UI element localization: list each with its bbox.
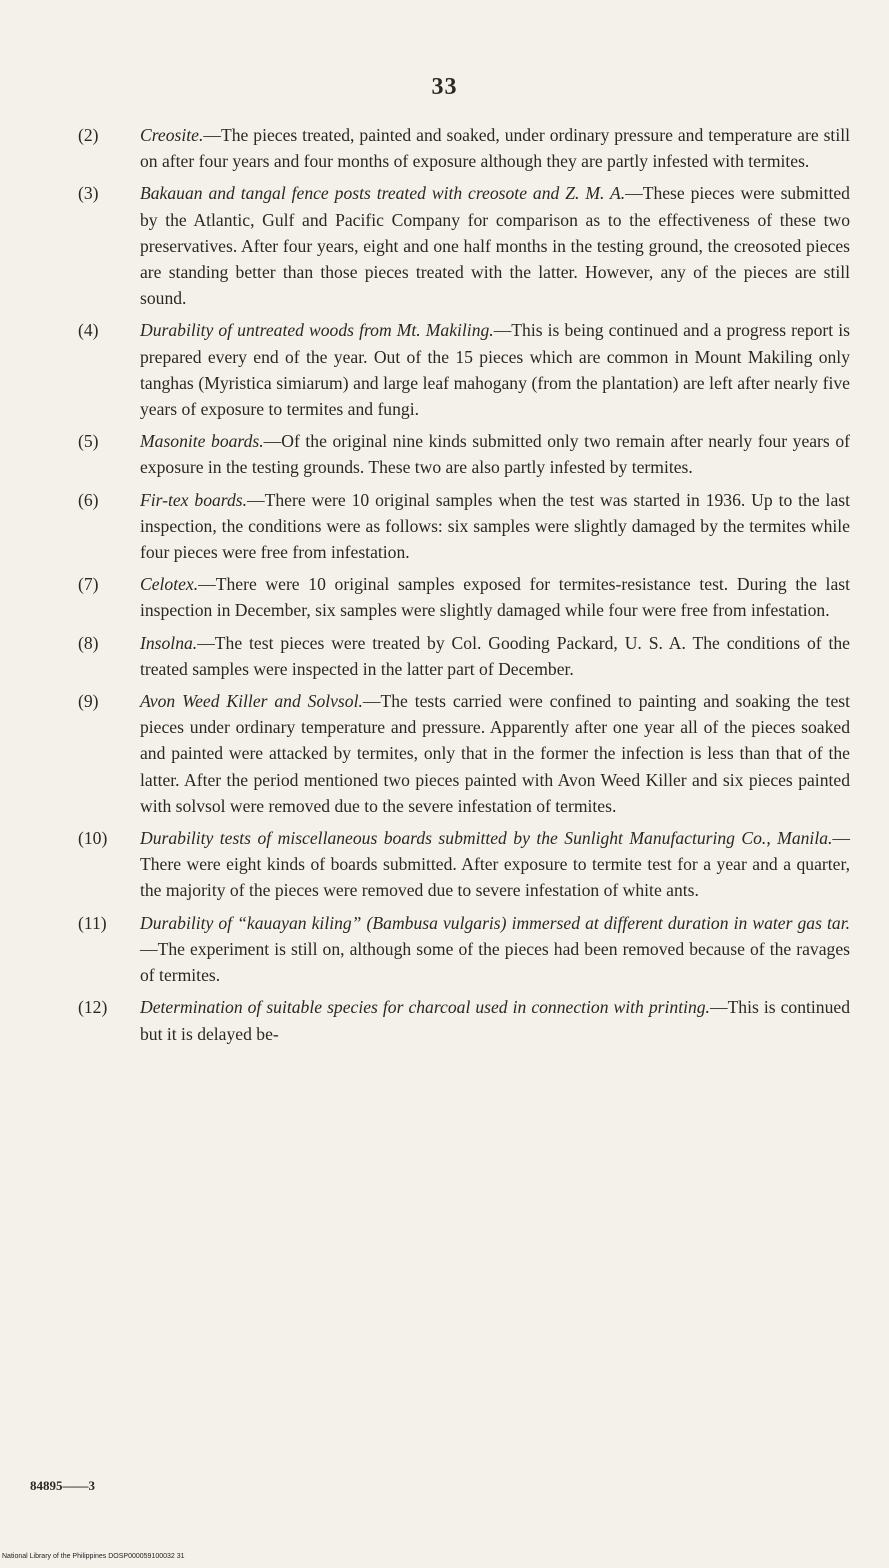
entry-text: —The test pieces were treated by Col. Gooding Packard, U. S. A. The conditions of the treated samples were inspected in the latter part of December. (140, 632, 850, 679)
entry-3 (78, 180, 850, 311)
entry-11 (78, 910, 850, 989)
entry-number: (2) (78, 125, 99, 145)
entry-text: —The experiment is still on, although some of the pieces had been removed because of the ravages of termites. (140, 938, 850, 986)
entry-number: (12) (78, 997, 108, 1018)
entry-5 (78, 428, 850, 480)
entry-title: Masonite boards. (140, 431, 264, 452)
entry-12 (78, 994, 850, 1046)
entry-text: —There were eight kinds of boards submitted. After exposure to termite test for a year and a quarter, the majority of the pieces were removed due to severe infestation of white ants. (140, 828, 850, 901)
entry-title: Durability of “kauayan kiling” (Bambusa vulgaris) immersed at different duration in water gas tar. (140, 912, 850, 933)
entry-7 (78, 571, 850, 623)
entry-text: —The pieces treated, painted and soaked, under ordinary pressure and temperature are still on after four years and four months of exposure although they are partly infested with termites. (140, 125, 850, 172)
entry-text: —There were 10 original samples when the test was started in 1936. Up to the last inspection, the conditions were as follows: six samples were slightly damaged by the termites while four pieces were free from infestation. (140, 489, 850, 563)
entries-list (78, 122, 850, 1053)
footer-signature-code: 84895——3 (30, 1478, 95, 1493)
entry-title: Insolna. (140, 632, 198, 653)
library-credit: National Library of the Philippines DOSP000059100032 31 (2, 1553, 185, 1560)
entry-8 (78, 630, 850, 682)
entry-number: (6) (78, 489, 99, 510)
entry-title: Creosite. (140, 125, 204, 145)
entry-2 (78, 122, 850, 174)
entry-number: (9) (78, 691, 99, 712)
entry-title: Durability tests of miscellaneous boards submitted by the Sunlight Manufacturing Co., Manila. (140, 828, 833, 849)
entry-number: (10) (78, 828, 108, 849)
entry-number: (11) (78, 912, 107, 933)
entry-number: (5) (78, 431, 99, 452)
entry-4 (78, 317, 850, 422)
entry-title: Durability of untreated woods from Mt. Makiling. (140, 320, 494, 341)
entry-title: Fir-tex boards. (140, 489, 248, 510)
entry-number: (3) (78, 183, 99, 204)
page-number: 33 (431, 74, 458, 100)
entry-number: (4) (78, 320, 99, 341)
entry-title: Bakauan and tangal fence posts treated with creosote and Z. M. A. (140, 183, 626, 204)
entry-number: (7) (78, 574, 99, 595)
entry-text: —This is continued but it is delayed be- (140, 997, 850, 1044)
entry-text: —This is being continued and a progress report is prepared every end of the year. Out of the 15 pieces which are common in Mount Makiling only tanghas (Myristica simiarum) and large leaf mahogany (from the plantation) are left after nearly five years of exposure to termites and fungi. (140, 320, 850, 420)
entry-text: —Of the original nine kinds submitted only two remain after nearly four years of exposure in the testing grounds. These two are also partly infested by termites. (140, 431, 850, 478)
entry-number: (8) (78, 632, 99, 653)
entry-text: —These pieces were submitted by the Atlantic, Gulf and Pacific Company for comparison as to the effectiveness of these two preservatives. After four years, eight and one half months in the testing ground, the creosoted pieces are standing better than those pieces treated with the latter. However, any of the pieces are still sound. (140, 183, 850, 309)
entry-title: Celotex. (140, 574, 199, 595)
entry-text: —The tests carried were confined to painting and soaking the test pieces under ordinary temperature and pressure. Apparently after one year all of the pieces soaked and painted were attacked by termites, only that in the former the infection is less than that of the latter. After the period mentioned two pieces painted with Avon Weed Killer and six pieces painted with solvsol were removed due to the severe infestation of termites. (140, 691, 850, 816)
entry-text: —There were 10 original samples exposed for termites-resistance test. During the last inspection in December, six samples were slightly damaged while four were free from infestation. (140, 574, 850, 621)
entry-6 (78, 487, 850, 566)
entry-10 (78, 825, 850, 904)
entry-title: Determination of suitable species for charcoal used in connection with printing. (140, 997, 710, 1018)
entry-title: Avon Weed Killer and Solvsol. (140, 691, 363, 712)
entry-9 (78, 688, 850, 819)
